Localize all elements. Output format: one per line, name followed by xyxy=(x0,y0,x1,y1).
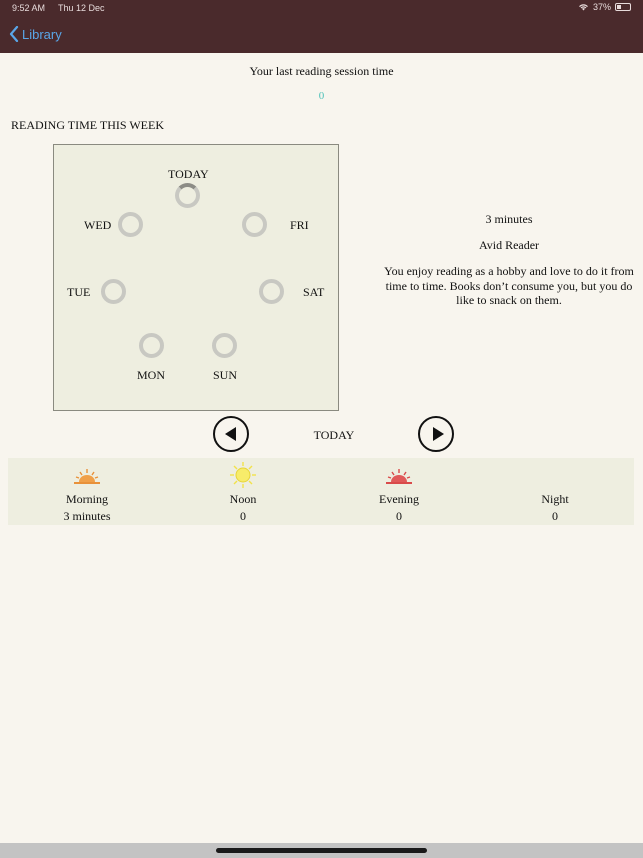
play-left-icon xyxy=(225,427,236,441)
day-ring-wed[interactable] xyxy=(118,212,143,237)
time-name-night: Night xyxy=(541,492,569,506)
time-name-morning: Morning xyxy=(66,492,108,506)
sunrise-icon xyxy=(72,461,102,489)
last-session-label: Your last reading session time xyxy=(249,64,394,78)
previous-button[interactable] xyxy=(213,416,249,452)
sunset-icon xyxy=(384,461,414,489)
wifi-icon xyxy=(578,3,589,11)
time-col-evening xyxy=(321,458,477,525)
chevron-left-icon xyxy=(9,26,19,42)
back-button-label: Library xyxy=(22,26,62,42)
status-bar xyxy=(0,0,643,18)
time-col-morning xyxy=(9,458,165,525)
status-date: Thu 12 Dec xyxy=(58,3,105,13)
back-button[interactable] xyxy=(9,26,62,42)
time-name-evening: Evening xyxy=(379,492,419,506)
next-button[interactable] xyxy=(418,416,454,452)
time-col-noon xyxy=(165,458,321,525)
day-label-sun: SUN xyxy=(213,368,238,382)
moon-icon xyxy=(540,461,570,489)
day-label-today: TODAY xyxy=(168,167,209,181)
battery-percent: 37% xyxy=(592,2,611,12)
week-chart xyxy=(53,144,339,411)
time-name-noon: Noon xyxy=(229,492,257,506)
day-label-fri: FRI xyxy=(290,218,309,232)
day-ring-today[interactable] xyxy=(175,183,200,208)
day-ring-tue[interactable] xyxy=(101,279,126,304)
day-ring-sun[interactable] xyxy=(212,333,237,358)
current-period-label: TODAY xyxy=(313,428,355,442)
day-label-tue: TUE xyxy=(67,285,91,299)
time-col-night xyxy=(477,458,633,525)
reader-type-description: You enjoy reading as a hobby and love to do it from time to time. Books don’t consume you, but you do like to snack on them. xyxy=(384,264,634,307)
day-label-wed: WED xyxy=(84,218,112,232)
time-value-evening: 0 xyxy=(396,509,402,523)
sun-icon xyxy=(228,461,258,489)
day-ring-sat[interactable] xyxy=(259,279,284,304)
last-session-value: 0 xyxy=(318,90,325,102)
navigation-bar xyxy=(0,18,643,53)
day-ring-mon[interactable] xyxy=(139,333,164,358)
status-indicators xyxy=(578,2,631,12)
day-ring-fri[interactable] xyxy=(242,212,267,237)
day-label-mon: MON xyxy=(137,368,166,382)
day-label-sat: SAT xyxy=(303,285,325,299)
summary-minutes: 3 minutes xyxy=(485,212,533,226)
time-of-day-panel xyxy=(8,458,634,525)
battery-icon xyxy=(615,3,631,11)
time-value-noon: 0 xyxy=(240,509,246,523)
reader-type-title: Avid Reader xyxy=(478,238,540,252)
week-heading: READING TIME THIS WEEK xyxy=(11,118,164,132)
time-value-morning: 3 minutes xyxy=(63,509,111,523)
home-indicator[interactable] xyxy=(216,848,427,853)
status-time: 9:52 AM xyxy=(12,3,46,13)
time-value-night: 0 xyxy=(552,509,558,523)
play-right-icon xyxy=(433,427,444,441)
